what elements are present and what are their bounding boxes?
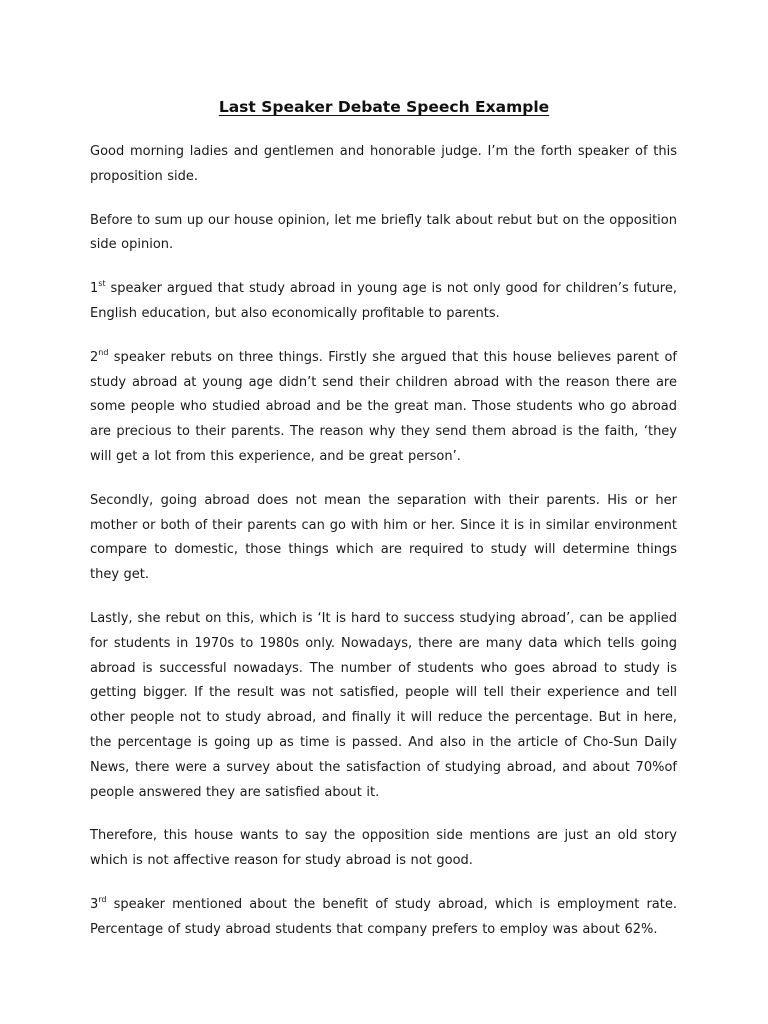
ordinal-suffix: rd xyxy=(98,894,107,904)
ordinal-number: 1 xyxy=(90,281,99,297)
document-title: Last Speaker Debate Speech Example xyxy=(218,98,550,116)
ordinal-suffix: nd xyxy=(98,347,109,357)
document-body xyxy=(90,140,677,962)
paragraph-greeting xyxy=(90,140,677,190)
paragraph-second-speaker xyxy=(90,346,677,470)
paragraph-text: speaker rebuts on three things. Firstly she argued that this house believes parent of study abroad at young age didn’t send their children abroad with the reason there are some people who studied abroad and be the great man. Those students who go abroad are precious to their parents. The reason why they send them abroad is the faith, ‘they will get a lot from this experience, and be great person’. xyxy=(90,349,677,464)
paragraph-text: Therefore, this house wants to say the opposition side mentions are just an old story which is not affective reason for study abroad is not good. xyxy=(90,828,677,869)
ordinal-number: 2 xyxy=(90,349,99,365)
paragraph-text: Good morning ladies and gentlemen and honorable judge. I’m the forth speaker of this proposition side. xyxy=(90,144,677,184)
paragraph-secondly xyxy=(90,489,677,588)
ordinal-number: 3 xyxy=(90,896,99,912)
paragraph-therefore xyxy=(90,824,677,874)
paragraph-text: speaker argued that study abroad in young age is not only good for children’s future, English education, but also economically profitable to parents. xyxy=(90,281,677,321)
paragraph-third-speaker xyxy=(90,893,677,943)
paragraph-text: Before to sum up our house opinion, let me briefly talk about rebut but on the opposition side opinion. xyxy=(90,212,677,253)
paragraph-lastly xyxy=(90,607,677,805)
paragraph-text: speaker mentioned about the benefit of study abroad, which is employment rate. Percentage of study abroad students that company prefers to employ was about 62%. xyxy=(90,896,677,937)
ordinal-suffix: st xyxy=(98,279,106,289)
paragraph-text: Secondly, going abroad does not mean the separation with their parents. His or her mother or both of their parents can go with him or her. Since it is in similar environment compare to domestic, those things which are required to study will determine things they get. xyxy=(90,492,677,583)
paragraph-first-speaker xyxy=(90,277,677,327)
paragraph-text: Lastly, she rebut on this, which is ‘It is hard to success studying abroad’, can be applied for students in 1970s to 1980s only. Nowadays, there are many data which tells going abroad is successful nowadays. The number of students who goes abroad to study is getting bigger. If the result was not satisfied, people will tell their experience and tell other people not to study abroad, and finally it will reduce the percentage. But in here, the percentage is going up as time is passed. And also in the article of Cho-Sun Daily News, there were a survey about the satisfaction of studying abroad, and about 70%of people answered they are satisfied about it. xyxy=(90,610,677,800)
paragraph-intro xyxy=(90,209,677,259)
